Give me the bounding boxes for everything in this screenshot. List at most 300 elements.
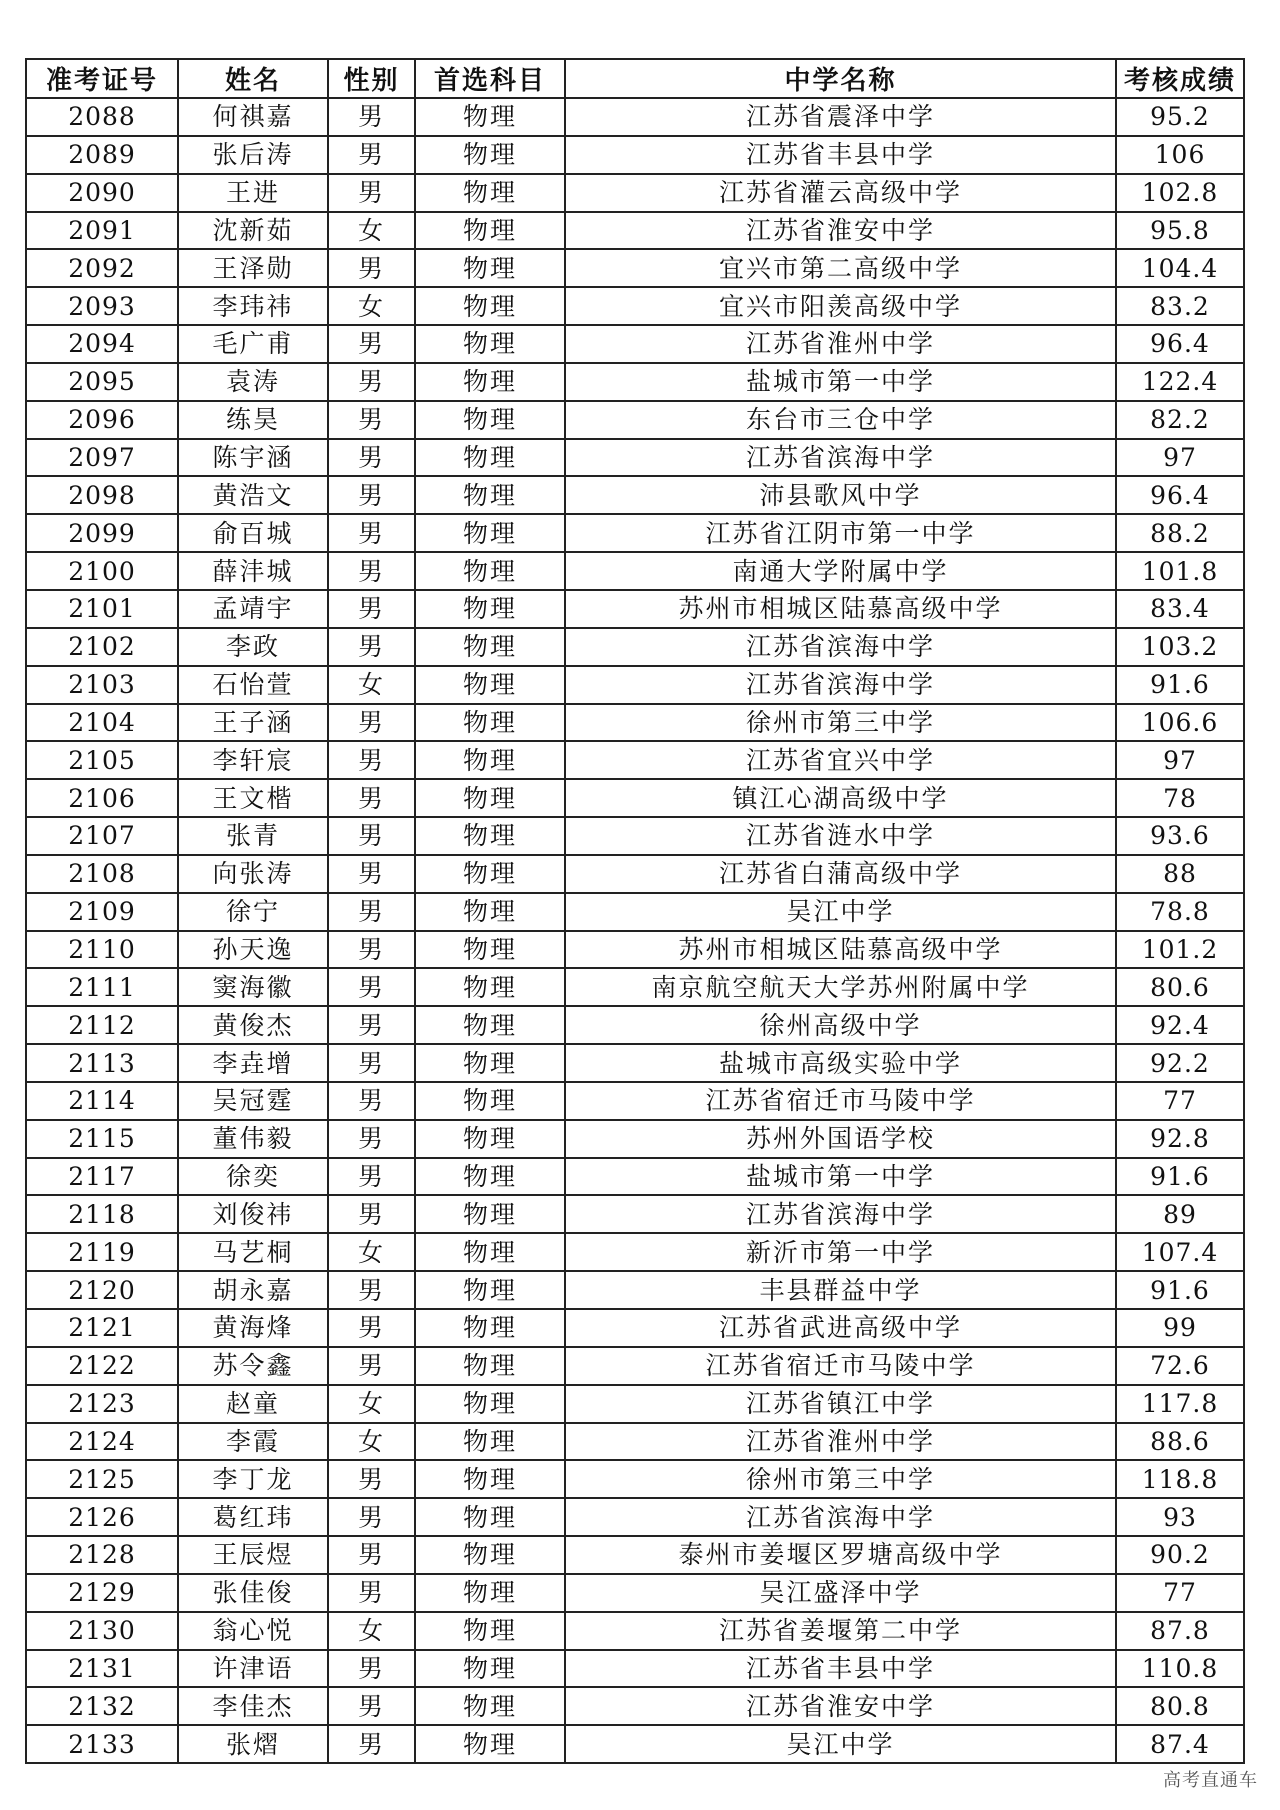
school-cell: 江苏省淮州中学 [565,1423,1116,1461]
score-cell: 93 [1116,1498,1244,1536]
gender-cell: 女 [328,666,415,704]
subject-cell: 物理 [415,855,565,893]
exam-id-cell: 2088 [26,98,178,136]
exam-id-cell: 2120 [26,1271,178,1309]
subject-cell: 物理 [415,1271,565,1309]
score-cell: 78 [1116,779,1244,817]
exam-id-cell: 2104 [26,704,178,742]
gender-cell: 男 [328,968,415,1006]
gender-cell: 男 [328,1347,415,1385]
score-cell: 88.6 [1116,1423,1244,1461]
subject-cell: 物理 [415,1233,565,1271]
school-cell: 徐州市第三中学 [565,1460,1116,1498]
gender-cell: 男 [328,1271,415,1309]
name-cell: 毛广甫 [178,325,328,363]
name-cell: 董伟毅 [178,1120,328,1158]
gender-cell: 男 [328,1574,415,1612]
score-sheet [25,58,1243,1764]
subject-cell: 物理 [415,136,565,174]
name-cell: 王辰煜 [178,1536,328,1574]
table-row [26,249,1244,287]
subject-cell: 物理 [415,1347,565,1385]
score-cell: 92.4 [1116,1006,1244,1044]
score-cell: 91.6 [1116,1158,1244,1196]
subject-cell: 物理 [415,1574,565,1612]
school-cell: 宜兴市阳羡高级中学 [565,287,1116,325]
name-cell: 李霞 [178,1423,328,1461]
name-cell: 葛红玮 [178,1498,328,1536]
subject-cell: 物理 [415,1006,565,1044]
score-cell: 83.4 [1116,590,1244,628]
score-cell: 103.2 [1116,628,1244,666]
school-cell: 江苏省滨海中学 [565,628,1116,666]
subject-cell: 物理 [415,174,565,212]
table-row [26,1687,1244,1725]
gender-cell: 男 [328,893,415,931]
gender-cell: 男 [328,514,415,552]
name-cell: 练昊 [178,401,328,439]
table-row [26,779,1244,817]
exam-id-cell: 2102 [26,628,178,666]
score-cell: 107.4 [1116,1233,1244,1271]
gender-cell: 男 [328,174,415,212]
name-cell: 薛沣城 [178,552,328,590]
name-cell: 沈新茹 [178,212,328,250]
score-cell: 92.2 [1116,1044,1244,1082]
score-cell: 122.4 [1116,363,1244,401]
score-cell: 104.4 [1116,249,1244,287]
school-cell: 新沂市第一中学 [565,1233,1116,1271]
exam-id-cell: 2129 [26,1574,178,1612]
table-row [26,1347,1244,1385]
school-cell: 江苏省丰县中学 [565,136,1116,174]
exam-id-cell: 2103 [26,666,178,704]
score-cell: 82.2 [1116,401,1244,439]
gender-cell: 男 [328,401,415,439]
gender-cell: 男 [328,704,415,742]
subject-cell: 物理 [415,439,565,477]
gender-cell: 男 [328,363,415,401]
exam-id-cell: 2122 [26,1347,178,1385]
name-cell: 黄海烽 [178,1309,328,1347]
school-cell: 江苏省武进高级中学 [565,1309,1116,1347]
gender-cell: 男 [328,136,415,174]
table-row [26,439,1244,477]
gender-cell: 男 [328,779,415,817]
exam-id-cell: 2098 [26,476,178,514]
score-cell: 97 [1116,741,1244,779]
score-cell: 101.2 [1116,931,1244,969]
table-row [26,628,1244,666]
school-cell: 江苏省丰县中学 [565,1650,1116,1688]
watermark-text: 高考直通车 [1163,1770,1258,1791]
table-row [26,1574,1244,1612]
exam-id-cell: 2113 [26,1044,178,1082]
header-name: 姓名 [178,59,328,98]
name-cell: 吴冠霆 [178,1082,328,1120]
gender-cell: 男 [328,1158,415,1196]
table-row [26,1725,1244,1763]
exam-id-cell: 2118 [26,1195,178,1233]
subject-cell: 物理 [415,363,565,401]
table-row [26,136,1244,174]
exam-id-cell: 2100 [26,552,178,590]
gender-cell: 男 [328,1006,415,1044]
score-cell: 80.8 [1116,1687,1244,1725]
header-subject: 首选科目 [415,59,565,98]
score-cell: 88 [1116,855,1244,893]
name-cell: 胡永嘉 [178,1271,328,1309]
table-row [26,666,1244,704]
subject-cell: 物理 [415,968,565,1006]
header-school: 中学名称 [565,59,1116,98]
subject-cell: 物理 [415,1725,565,1763]
subject-cell: 物理 [415,817,565,855]
score-cell: 95.2 [1116,98,1244,136]
table-row [26,1006,1244,1044]
gender-cell: 男 [328,1195,415,1233]
subject-cell: 物理 [415,1612,565,1650]
header-gender: 性别 [328,59,415,98]
subject-cell: 物理 [415,401,565,439]
school-cell: 江苏省灌云高级中学 [565,174,1116,212]
name-cell: 俞百城 [178,514,328,552]
school-cell: 宜兴市第二高级中学 [565,249,1116,287]
table-row [26,1120,1244,1158]
exam-id-cell: 2095 [26,363,178,401]
table-row [26,855,1244,893]
score-cell: 110.8 [1116,1650,1244,1688]
name-cell: 徐宁 [178,893,328,931]
table-row [26,1650,1244,1688]
score-cell: 99 [1116,1309,1244,1347]
exam-id-cell: 2115 [26,1120,178,1158]
school-cell: 江苏省震泽中学 [565,98,1116,136]
subject-cell: 物理 [415,514,565,552]
school-cell: 泰州市姜堰区罗塘高级中学 [565,1536,1116,1574]
table-row [26,401,1244,439]
score-cell: 87.4 [1116,1725,1244,1763]
score-cell: 91.6 [1116,666,1244,704]
name-cell: 许津语 [178,1650,328,1688]
name-cell: 李轩宸 [178,741,328,779]
table-row [26,1536,1244,1574]
subject-cell: 物理 [415,666,565,704]
exam-id-cell: 2097 [26,439,178,477]
gender-cell: 男 [328,1120,415,1158]
gender-cell: 女 [328,1612,415,1650]
subject-cell: 物理 [415,779,565,817]
score-cell: 91.6 [1116,1271,1244,1309]
school-cell: 南通大学附属中学 [565,552,1116,590]
exam-id-cell: 2099 [26,514,178,552]
school-cell: 江苏省宿迁市马陵中学 [565,1347,1116,1385]
name-cell: 王文楷 [178,779,328,817]
gender-cell: 男 [328,1309,415,1347]
subject-cell: 物理 [415,1385,565,1423]
exam-id-cell: 2130 [26,1612,178,1650]
table-row [26,363,1244,401]
exam-id-cell: 2094 [26,325,178,363]
subject-cell: 物理 [415,628,565,666]
school-cell: 江苏省宿迁市马陵中学 [565,1082,1116,1120]
table-row [26,1385,1244,1423]
gender-cell: 男 [328,1650,415,1688]
exam-id-cell: 2089 [26,136,178,174]
subject-cell: 物理 [415,590,565,628]
subject-cell: 物理 [415,1082,565,1120]
subject-cell: 物理 [415,325,565,363]
name-cell: 张佳俊 [178,1574,328,1612]
school-cell: 盐城市高级实验中学 [565,1044,1116,1082]
gender-cell: 男 [328,628,415,666]
name-cell: 李垚增 [178,1044,328,1082]
gender-cell: 男 [328,931,415,969]
exam-id-cell: 2112 [26,1006,178,1044]
name-cell: 陈宇涵 [178,439,328,477]
exam-id-cell: 2105 [26,741,178,779]
score-cell: 97 [1116,439,1244,477]
name-cell: 孟靖宇 [178,590,328,628]
name-cell: 石怡萱 [178,666,328,704]
score-cell: 78.8 [1116,893,1244,931]
school-cell: 苏州外国语学校 [565,1120,1116,1158]
table-row [26,325,1244,363]
school-cell: 丰县群益中学 [565,1271,1116,1309]
subject-cell: 物理 [415,1423,565,1461]
table-row [26,174,1244,212]
school-cell: 东台市三仓中学 [565,401,1116,439]
gender-cell: 男 [328,1460,415,1498]
exam-id-cell: 2096 [26,401,178,439]
exam-id-cell: 2131 [26,1650,178,1688]
table-row [26,1233,1244,1271]
subject-cell: 物理 [415,212,565,250]
subject-cell: 物理 [415,1460,565,1498]
header-score: 考核成绩 [1116,59,1244,98]
gender-cell: 女 [328,212,415,250]
name-cell: 徐奕 [178,1158,328,1196]
score-cell: 90.2 [1116,1536,1244,1574]
score-cell: 72.6 [1116,1347,1244,1385]
name-cell: 李佳杰 [178,1687,328,1725]
school-cell: 盐城市第一中学 [565,1158,1116,1196]
table-row [26,1612,1244,1650]
score-cell: 93.6 [1116,817,1244,855]
name-cell: 王泽勋 [178,249,328,287]
school-cell: 江苏省滨海中学 [565,666,1116,704]
subject-cell: 物理 [415,1536,565,1574]
school-cell: 江苏省淮州中学 [565,325,1116,363]
gender-cell: 男 [328,1687,415,1725]
gender-cell: 男 [328,98,415,136]
table-row [26,1423,1244,1461]
exam-id-cell: 2125 [26,1460,178,1498]
table-row [26,212,1244,250]
name-cell: 黄浩文 [178,476,328,514]
exam-id-cell: 2123 [26,1385,178,1423]
exam-id-cell: 2108 [26,855,178,893]
score-cell: 117.8 [1116,1385,1244,1423]
exam-id-cell: 2128 [26,1536,178,1574]
name-cell: 刘俊祎 [178,1195,328,1233]
school-cell: 镇江心湖高级中学 [565,779,1116,817]
name-cell: 王子涵 [178,704,328,742]
name-cell: 窦海徽 [178,968,328,1006]
school-cell: 苏州市相城区陆慕高级中学 [565,590,1116,628]
gender-cell: 男 [328,552,415,590]
school-cell: 徐州市第三中学 [565,704,1116,742]
gender-cell: 女 [328,287,415,325]
table-row [26,1309,1244,1347]
exam-id-cell: 2117 [26,1158,178,1196]
school-cell: 江苏省江阴市第一中学 [565,514,1116,552]
table-row [26,476,1244,514]
table-body [26,98,1244,1763]
table-row [26,931,1244,969]
table-row [26,514,1244,552]
exam-id-cell: 2106 [26,779,178,817]
name-cell: 马艺桐 [178,1233,328,1271]
gender-cell: 男 [328,1498,415,1536]
exam-id-cell: 2126 [26,1498,178,1536]
school-cell: 苏州市相城区陆慕高级中学 [565,931,1116,969]
score-cell: 87.8 [1116,1612,1244,1650]
name-cell: 王进 [178,174,328,212]
exam-id-cell: 2119 [26,1233,178,1271]
subject-cell: 物理 [415,1687,565,1725]
gender-cell: 男 [328,590,415,628]
subject-cell: 物理 [415,476,565,514]
school-cell: 江苏省滨海中学 [565,1498,1116,1536]
exam-id-cell: 2091 [26,212,178,250]
exam-id-cell: 2124 [26,1423,178,1461]
name-cell: 李丁龙 [178,1460,328,1498]
exam-id-cell: 2090 [26,174,178,212]
school-cell: 江苏省淮安中学 [565,1687,1116,1725]
subject-cell: 物理 [415,1195,565,1233]
exam-id-cell: 2121 [26,1309,178,1347]
school-cell: 徐州高级中学 [565,1006,1116,1044]
gender-cell: 女 [328,1385,415,1423]
table-row [26,817,1244,855]
subject-cell: 物理 [415,893,565,931]
exam-id-cell: 2133 [26,1725,178,1763]
name-cell: 张青 [178,817,328,855]
name-cell: 李政 [178,628,328,666]
exam-id-cell: 2093 [26,287,178,325]
score-cell: 106.6 [1116,704,1244,742]
subject-cell: 物理 [415,249,565,287]
score-cell: 80.6 [1116,968,1244,1006]
table-row [26,1271,1244,1309]
score-cell: 92.8 [1116,1120,1244,1158]
school-cell: 吴江中学 [565,893,1116,931]
score-cell: 77 [1116,1082,1244,1120]
table-row [26,1498,1244,1536]
subject-cell: 物理 [415,1650,565,1688]
exam-id-cell: 2109 [26,893,178,931]
subject-cell: 物理 [415,1498,565,1536]
name-cell: 张后涛 [178,136,328,174]
name-cell: 孙天逸 [178,931,328,969]
school-cell: 江苏省滨海中学 [565,439,1116,477]
gender-cell: 女 [328,1423,415,1461]
subject-cell: 物理 [415,1309,565,1347]
score-cell: 106 [1116,136,1244,174]
subject-cell: 物理 [415,98,565,136]
name-cell: 翁心悦 [178,1612,328,1650]
name-cell: 何祺嘉 [178,98,328,136]
subject-cell: 物理 [415,287,565,325]
score-cell: 102.8 [1116,174,1244,212]
school-cell: 江苏省宜兴中学 [565,741,1116,779]
exam-id-cell: 2114 [26,1082,178,1120]
name-cell: 张熠 [178,1725,328,1763]
table-row [26,893,1244,931]
gender-cell: 男 [328,476,415,514]
score-table [25,58,1245,1764]
name-cell: 苏令鑫 [178,1347,328,1385]
exam-id-cell: 2132 [26,1687,178,1725]
gender-cell: 男 [328,439,415,477]
exam-id-cell: 2101 [26,590,178,628]
subject-cell: 物理 [415,1044,565,1082]
subject-cell: 物理 [415,552,565,590]
school-cell: 江苏省滨海中学 [565,1195,1116,1233]
exam-id-cell: 2111 [26,968,178,1006]
table-row [26,98,1244,136]
school-cell: 盐城市第一中学 [565,363,1116,401]
table-row [26,1195,1244,1233]
gender-cell: 男 [328,325,415,363]
table-row [26,1082,1244,1120]
table-row [26,1460,1244,1498]
table-header-row [26,59,1244,98]
name-cell: 向张涛 [178,855,328,893]
score-cell: 101.8 [1116,552,1244,590]
gender-cell: 男 [328,817,415,855]
gender-cell: 男 [328,1725,415,1763]
school-cell: 吴江中学 [565,1725,1116,1763]
table-row [26,287,1244,325]
school-cell: 江苏省镇江中学 [565,1385,1116,1423]
table-row [26,590,1244,628]
score-cell: 88.2 [1116,514,1244,552]
table-row [26,741,1244,779]
subject-cell: 物理 [415,741,565,779]
name-cell: 黄俊杰 [178,1006,328,1044]
score-cell: 96.4 [1116,476,1244,514]
name-cell: 赵童 [178,1385,328,1423]
exam-id-cell: 2092 [26,249,178,287]
school-cell: 沛县歌风中学 [565,476,1116,514]
exam-id-cell: 2107 [26,817,178,855]
gender-cell: 男 [328,1536,415,1574]
name-cell: 袁涛 [178,363,328,401]
subject-cell: 物理 [415,704,565,742]
exam-id-cell: 2110 [26,931,178,969]
table-row [26,704,1244,742]
school-cell: 江苏省白蒲高级中学 [565,855,1116,893]
gender-cell: 男 [328,1082,415,1120]
gender-cell: 男 [328,249,415,287]
school-cell: 江苏省涟水中学 [565,817,1116,855]
gender-cell: 男 [328,855,415,893]
subject-cell: 物理 [415,931,565,969]
table-row [26,1158,1244,1196]
gender-cell: 女 [328,1233,415,1271]
